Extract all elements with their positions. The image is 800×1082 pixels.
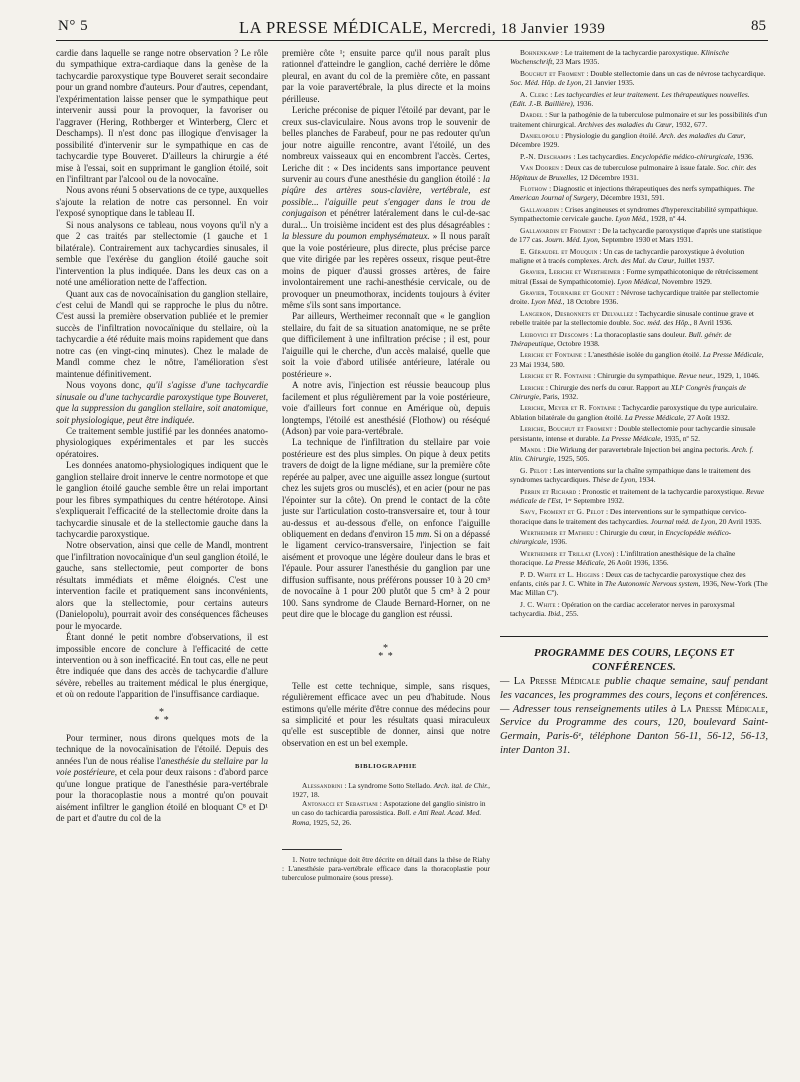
source-title: The Autonomic Nervous system — [604, 579, 699, 589]
entry-text: : La thoracoplastie sans douleur. — [588, 329, 689, 339]
entry-text: , Octobre 1938. — [553, 338, 600, 348]
source-title: Lyon Médical — [617, 276, 659, 286]
author-name: A. Clerc — [520, 89, 549, 99]
author-name: Leriche et Fontaine — [520, 350, 583, 360]
author-name: E. Géraudel et Mouquin — [520, 246, 598, 256]
entry-text: : Pronostic et traitement de la tachycardie paroxystique. — [576, 486, 746, 496]
entry-text: , 1934. — [635, 475, 656, 485]
bibliography-list — [282, 781, 490, 827]
entry-text: : Les tachycardies. — [571, 151, 631, 161]
entry-text: : Deux cas de tuberculose pulmonaire à issue fatale. — [559, 163, 718, 173]
source-title: La Presse Médicale — [545, 558, 604, 568]
italic-text: la piqûre des artères sous-clavière, vertébrale, est possible... l'aiguille peut s'engager dans le trou de conjugaison — [282, 173, 490, 219]
bibliography-entry — [500, 424, 768, 443]
author-name: Bouchut et Froment — [520, 68, 585, 78]
entry-text: , 255. — [561, 609, 579, 619]
author-name: Gallavardin et Froment — [520, 225, 597, 235]
paragraph — [282, 437, 490, 620]
text-column-1 — [56, 48, 268, 1066]
source-title: Arch. ital. de Chir. — [433, 780, 489, 790]
entry-text: , 23 Mai 1934, 580. — [510, 350, 764, 369]
entry-text: , 12 Décembre 1931. — [576, 172, 639, 182]
journal-name: La Presse Médicale — [513, 675, 601, 687]
bibliography-entry — [500, 570, 768, 598]
source-title: Arch. des Mal. du Cœur — [602, 255, 675, 265]
paragraph — [56, 380, 268, 426]
entry-text: : — [548, 89, 555, 99]
paragraph: Par ailleurs, Wertheimer reconnaît que « le ganglion stellaire, du fait de sa situation anatomique, ne se prête que difficilement à une infiltration précise ; il est, pour l'aiguille qui le cherche, d'un accès malaisé, quelle que soit la voie d'abord utilisée antérieure, latérale ou postérieure ». — [282, 311, 490, 379]
bibliography-entry — [500, 600, 768, 619]
source-title: Encyclopédie médico-chirurgicale — [630, 151, 734, 161]
entry-text: : Un cas de tachycardie paroxystique à évolution maligne et à tracés complexes. — [510, 246, 745, 265]
author-name: P. D. White et L. Higgins — [520, 569, 600, 579]
entry-text: : Deux cas de tachycardie paroxystique chez des enfants, cités par J. C. White in — [510, 569, 746, 589]
entry-text: , Paris, 1932. — [539, 391, 579, 401]
entry-text: : Forme sympathicotonique de rétrécissement mitral (Essai de Sympathicotomie). — [510, 267, 759, 286]
entry-text: : Diagnostic et injections thérapeutiques des nerfs sympathiques. — [547, 184, 744, 194]
journal-name: La Presse Médicale — [680, 703, 766, 715]
paragraph: Quant aux cas de novocaïnisation du ganglion stellaire, c'est celui de Mandl qui se rapproche le plus du nôtre. C'est aussi la première observation publiée et le premier succès de l'infiltration novocaïnique du stellaire, où la tachycardie a été réduite mais moins rapidement que dans notre cas (en vingt-cinq minutes). Chez le malade de Mandl comme chez le nôtre, l'amélioration s'est maintenue définitivement. — [56, 288, 268, 379]
paragraph — [56, 733, 268, 825]
entry-text: : La syndrome Sotto Stellado. — [342, 780, 434, 790]
entry-text: , Septembre 1930 et Mars 1931. — [597, 235, 694, 245]
bibliography-entry — [500, 309, 768, 328]
entry-text: , 1928, nº 44. — [646, 214, 687, 224]
entry-text: : L'anesthésie isolée du ganglion étoilé. — [582, 350, 703, 360]
author-name: Leibovici et Descomps — [520, 329, 589, 339]
entry-text: , 20 Avril 1935. — [715, 516, 762, 526]
bibliography-entry — [500, 549, 768, 568]
announcement-body — [500, 675, 768, 758]
bibliography-entry — [500, 528, 768, 547]
entry-text: , 23 Mars 1935. — [552, 57, 600, 67]
running-head — [56, 14, 768, 41]
text-run: et pénétrer latéralement dans le cul-de-sac dural... Un troisième incident est des plus désagréables : — [282, 208, 490, 230]
italic-text: mm — [416, 529, 430, 540]
author-name: Langeron, Desbonnets et Delvallez — [520, 308, 634, 318]
source-title: Arch. des maladies du Cœur — [659, 131, 744, 141]
bibliography-entry — [500, 350, 768, 369]
author-name: Leriche — [520, 382, 544, 392]
source-title: Journal méd. de Lyon — [650, 516, 716, 526]
italic-text: anesthésie du stellaire par la voie postérieure — [56, 755, 268, 778]
paragraph: Notre observation, ainsi que celle de Mandl, montrent que l'infiltration novocaïnique d'un seul ganglion étoilé, le gauche, sans stellectomie, peut comporter de bons résultats immédiats et même éloignés. C'est une intervention facile et pratiquement sans inconvénients, alors que la stellectomie, pour certains auteurs (Danielopolu), pourrait avoir des conséquences fâcheuses pour le myocarde. — [56, 540, 268, 631]
entry-text: , 1925, 505. — [553, 454, 590, 464]
text-run: Nous voyons donc, — [66, 380, 147, 391]
bibliography-entry — [500, 466, 768, 485]
author-name: P.-N. Deschamps — [520, 151, 572, 161]
entry-text: : Névrose tachycardique traitée par stellectomie droite. — [510, 288, 759, 307]
bibliography-entry — [500, 330, 768, 349]
entry-text: , Décembre 1931, 591. — [596, 193, 665, 203]
source-title: The American Journal of Surgery — [510, 184, 755, 203]
entry-text: : Le traitement de la tachycardie paroxystique. — [558, 48, 701, 57]
entry-text: , 21 Janvier 1935. — [581, 78, 635, 88]
author-name: Gravier, Tournaire et Gounet — [520, 288, 616, 298]
source-title: Arch. f. klin. Chirurgie — [510, 445, 754, 464]
source-title: Archives des maladies du Cœur — [577, 119, 672, 129]
entry-text: : Les interventions sur la chaîne sympathique dans le traitement des syndromes tachycardiques. — [510, 465, 751, 485]
author-name: J. C. White — [520, 599, 556, 609]
entry-text: , 1927, 18. — [292, 780, 490, 800]
author-name: Alessandrini — [302, 780, 343, 790]
bibliography-entry — [500, 48, 768, 67]
source-title: Soc. chir. des Hôpitaux de Bruxelles — [510, 163, 757, 182]
issue-number: N° 5 — [58, 18, 89, 34]
paragraph: Ce traitement semble justifié par les données anatomo-physiologiques expérimentales et par les succès opératoires. — [56, 425, 268, 459]
entry-text: : Chirurgie du sympathique. — [591, 371, 679, 381]
asterism: * * * — [378, 642, 394, 662]
entry-text: , 1935, nº 52. — [660, 433, 700, 443]
author-name: Wertheimer et Mathieu — [520, 528, 595, 538]
entry-text: : Double stellectomie dans un cas de névrose tachycardique. — [584, 68, 766, 78]
announcement-rule — [500, 636, 768, 637]
bibliography-entry — [500, 371, 768, 380]
author-name: Dardel — [520, 110, 544, 120]
author-name: Leriche, Meyer et R. Fontaine — [520, 403, 617, 413]
bibliography-entry — [500, 226, 768, 245]
entry-text: : Double stellectomie pour tachycardie sinusale persistante, intense et durable. — [510, 424, 756, 443]
source-title: Les tachycardies et leur traitement. Les thérapeutiques nouvelles. (Edit. J.-B. Baillière) — [510, 89, 750, 108]
entry-text: , 1932, 677. — [671, 119, 708, 129]
italic-text: la blessure du poumon emphysémateux. — [282, 231, 430, 242]
paragraph: Les données anatomo-physiologiques indiquent que le ganglion stellaire droit innerve le centre normotope et que le ganglion étoilé gauche semble être un relai important pour les fibres sympathiques du centre hétérotope. Ainsi s'expliquerait l'efficacité de la stellectomie droite dans la tachycardie sinusale et de la stellectomie gauche dans la tachycardie paroxystique. — [56, 460, 268, 540]
entry-text: , 1ᵉʳ Septembre 1932. — [560, 495, 624, 505]
journal-title-line — [239, 18, 605, 38]
entry-text: : Opération on the cardiac accelerator nerves in paroxysmal tachycardia. — [510, 599, 735, 619]
entry-text: : Crises angineuses et syndromes d'hyperexcitabilité sympathique. Sympathectomie cervicale gauche. — [510, 204, 758, 224]
bibliography-entry — [500, 403, 768, 422]
page-number: 85 — [751, 18, 766, 34]
author-name: Gravier, Leriche et Wertheimer — [520, 267, 621, 277]
bibliography-entry — [282, 781, 490, 799]
bibliography-entry — [500, 445, 768, 464]
entry-text: : Die Wirkung der paravertebrale Injection bei angina pectoris. — [541, 445, 732, 455]
paragraph: Nous avons réuni 5 observations de ce type, auxquelles s'ajoute la relation de notre cas personnel. En voir l'exposé synoptique dans le tableau II. — [56, 185, 268, 219]
asterism: * * * — [154, 706, 170, 726]
bibliography-entry — [282, 799, 490, 827]
bibliography-entry — [500, 69, 768, 88]
text-run: — — [500, 675, 514, 687]
entry-text: , Décembre 1929. — [510, 131, 746, 150]
bibliography-list-continued — [500, 48, 768, 618]
text-run: , Service du Programme des cours, 120, boulevard Saint-Germain, Paris-6ᵉ, téléphone Danton 56-11, 56-12, 56-13, inter Danton 31. — [500, 703, 768, 756]
bibliography-entry — [500, 110, 768, 129]
footnote-rule — [282, 849, 342, 850]
source-title: Lyon Méd. — [531, 297, 563, 307]
bibliography-entry — [500, 267, 768, 286]
author-name: Flothow — [520, 184, 548, 194]
source-title: XLIᵉ Congrès français de Chirurgie — [510, 382, 746, 401]
entry-text: , 1925, 52, 26. — [309, 817, 352, 827]
source-title: Boll. e Atti Real. Acad. Med. Roma — [292, 808, 482, 827]
source-title: Klinische Wochenschrift — [510, 48, 729, 67]
source-title: Journ. Méd. Lyon — [545, 235, 598, 245]
author-name: Wertheimer et Trillat (Lyon) — [520, 548, 615, 558]
source-title: Soc. Méd. Hôp. de Lyon — [510, 78, 582, 88]
text-run: La technique de l'infiltration du stellaire par voie postérieure est des plus simples. On pique à deux petits travers de doigt de la ligne médiane, sur la première côte repérée au palper, avec une aiguille assez longue (surtout chez les sujets gros ou musclés), et en acier (pour ne pas l'épointer sur la côte). On prend le contact de la côte juste sur l'articulation costo-transversaire et, tour à tour au-dessus et au-dessous d'elle, on enfonce l'aiguille obliquement en dedans d'environ 15 — [282, 437, 490, 540]
author-name: Gallavardin — [520, 204, 560, 214]
bibliography-entry — [500, 507, 768, 526]
source-title: Revue médicale de l'Est — [510, 486, 765, 505]
source-title: Bull. génér. de Thérapeutique — [510, 329, 732, 348]
author-name: Mandl — [520, 445, 542, 455]
entry-text: : Tachycardie sinusale continue grave et rebelle traitée par la stellectomie double. — [510, 308, 754, 328]
paragraph: Telle est cette technique, simple, sans risques, régulièrement efficace avec un peu d'habitude. Nous estimons qu'elle mérite d'être connue des médecins pour sa simplicité et pour les résultats quasi miraculeux qu'elle est susceptible de donner, ainsi que notre observation en est un bel exemple. — [282, 680, 490, 748]
source-title: La Presse Médicale — [702, 350, 762, 360]
entry-text: : Sur la pathogénie de la tuberculose pulmonaire et sur les possibilités d'un traitement chirurgical. — [510, 110, 768, 129]
entry-text: , 27 Août 1932. — [683, 412, 730, 422]
entry-text: , 1936. — [572, 98, 594, 108]
author-name: Van Dooren — [520, 163, 560, 173]
entry-text: , 8 Avril 1936. — [689, 318, 733, 328]
entry-text: , 18 Octobre 1936. — [562, 297, 619, 307]
bibliography-entry — [500, 383, 768, 402]
bibliography-entry — [500, 205, 768, 224]
entry-text: , Juillet 1937. — [674, 255, 715, 265]
author-name: Danielopolu — [520, 131, 560, 141]
bibliography-entry — [500, 184, 768, 203]
author-name: Savy, Froment et G. Pelot — [520, 507, 605, 517]
entry-text: : Aspotazione del ganglio sinistro in un caso do tachicardia parossistica. — [292, 799, 486, 818]
bibliography-entry — [500, 487, 768, 506]
paragraph: Étant donné le petit nombre d'observations, il est impossible encore de conclure à l'efficacité de cette intervention ou à son inefficacité. En tout cas, elle ne peut être indiquée que dans des accès de tachycardie d'allure sévère, rebelles au traitement médical le plus énergique, et où on redoute l'apparition de l'insuffisance cardiaque. — [56, 632, 268, 700]
bibliography-entry — [500, 131, 768, 150]
bibliography-entry — [500, 288, 768, 307]
source-title: Ibid. — [548, 609, 562, 619]
entry-text: : Physiologie du ganglion étoilé. — [559, 131, 660, 141]
entry-text: : Des interventions sur le sympathique cervico-thoracique dans le traitement des tachycardies. — [510, 507, 747, 526]
text-run: Leriche préconise de piquer l'étoilé par devant, par le creux sus-claviculaire. Nous avons trop le souvenir de belles planches de Farabeuf, pour ne pas redouter qu'un jour notre aiguille rencontre, avant l'étoilé, un des nombreux vaisseaux qui en encombrent l'accès. Certes, Leriche dit : « Des incidents sans importance peuvent survenir au cours d'une anesthésie du ganglion étoilé : — [282, 105, 490, 184]
source-title: Revue neur. — [678, 371, 714, 381]
bibliography-entry — [500, 163, 768, 182]
author-name: Antonacci et Sebastiani — [302, 799, 378, 809]
issue-date: Mercredi, 18 Janvier 1939 — [432, 21, 606, 37]
entry-text: : L'infiltration anesthésique de la chaîne thoracique. — [510, 548, 736, 568]
source-title: Lyon Méd. — [615, 214, 647, 224]
text-run: . Si on a dépassé le ligament cervico-transversaire, l'injection se fait aisément et provoque une légère douleur dans le bras et l'épaule. Pour assurer l'anesthésie du ganglion par une diffusion suffisante, nous préférons pousser 10 à 20 cm³ de novocaïne à 1 pour 200 plutôt que 5 cm³ à 2 pour 100. Sans syndrome de Claude Bernard-Horner, on ne peut dire que le blocage du ganglion est réussi. — [282, 529, 490, 620]
author-name: Leriche, Bouchut et Froment — [520, 424, 613, 434]
text-run: publie chaque semaine, sauf pendant les vacances, les programmes des cours, leçons et conférences. — Adresser tous renseignements utiles à — [500, 675, 768, 715]
text-column-3 — [500, 48, 768, 1066]
author-name: Bohnenkamp — [520, 48, 559, 57]
author-name: Perrin et Richard — [520, 486, 577, 496]
paragraph: A notre avis, l'injection est réussie beaucoup plus facilement et plus régulièrement par la voie postérieure, voie d'ailleurs fort connue en Amérique où, depuis longtemps, l'étoilé est anesthésié (Flothow) ou réséqué (Adson) par voie para-vertébrale. — [282, 380, 490, 436]
bibliography-entry — [500, 247, 768, 266]
announcement-box — [500, 647, 768, 757]
bibliography-entry — [500, 90, 768, 109]
journal-title: LA PRESSE MÉDICALE, — [239, 18, 428, 37]
entry-text: : Tachycardie paroxystique du type auriculaire. Ablation bilatérale du ganglion étoilé. — [510, 403, 758, 422]
author-name: G. Pelot — [520, 465, 548, 475]
entry-text: , 1936. — [733, 151, 754, 161]
entry-text: , 26 Août 1936, 1356. — [603, 558, 669, 568]
source-title: Thèse de Lyon — [592, 475, 636, 485]
bibliography-entry — [500, 152, 768, 161]
source-title: Encyclopédie médico-chirurgicale — [510, 528, 732, 547]
source-title: La Presse Médicale — [601, 433, 661, 443]
entry-text: : Chirurgie des nerfs du cœur. Rapport au — [544, 382, 671, 392]
entry-text: , 1936, New-York (The Mac Millan Cº). — [510, 579, 768, 598]
text-column-2 — [282, 48, 490, 1066]
text-run: Pour terminer, nous dirons quelques mots de la technique de la novocaïnisation de l'étoilé. Depuis des années l'un de nous réalise l' — [56, 732, 268, 766]
source-title: La Presse Médicale — [624, 412, 684, 422]
paragraph: première côte ¹; ensuite parce qu'il nous paraît plus rationnel d'atteindre le ganglion, caché derrière le dôme pleural, en avant du col de la première côte, en passant par la voie paravertébrale, la plus directe et la moins périlleuse. — [282, 48, 490, 104]
paragraph — [282, 105, 490, 311]
footnote: 1. Notre technique doit être décrite en détail dans la thèse de Riahy : L'anesthésie para-vertébrale efficace dans la thoracoplastie pour tuberculose pulmonaire (sous presse). — [282, 854, 490, 883]
entry-text: , 1936. — [546, 537, 567, 547]
entry-text: , Novembre 1929. — [658, 276, 712, 286]
entry-text: , 1929, 1, 1046. — [713, 371, 760, 381]
bibliography-heading: BIBLIOGRAPHIE — [354, 763, 418, 771]
italic-text: qu'il s'agisse d'une tachycardie sinusale ou d'une tachycardie paroxystique type Bouveret, que la suppression du ganglion stellaire, soit anatomique, soit physiologique, peut être indiquée. — [56, 380, 268, 425]
source-title: Soc. méd. des Hôp. — [632, 318, 690, 328]
entry-text: : De la tachycardie paroxystique d'après une statistique de 177 cas. — [510, 225, 762, 245]
author-name: Leriche et R. Fontaine — [520, 371, 592, 381]
text-run: , et cela pour deux raisons : d'abord parce qu'une longue pratique de l'anesthésie para-vertébrale pour la thoracoplastie nous a montré qu'on pouvait aisément infiltrer le ganglion étoilé en bloquant C⁸ et D¹ de part et d'autre du col de la — [56, 767, 268, 823]
paragraph: Si nous analysons ce tableau, nous voyons qu'il n'y a que 2 cas traités par stellectomie (1 gauche et 1 bilatérale). Contrairement aux tachycardies sinusales, il semble que l'exérèse du ganglion étoilé gauche soit l'intervention la plus indiquée. Dans les deux cas on a noté une amélioration nette de l'affection. — [56, 219, 268, 288]
paragraph: cardie dans laquelle se range notre observation ? Le rôle du sympathique extra-cardiaque dans la genèse de la tachycardie paroxystique type Bouveret serait secondaire pour un grand nombre d'auteurs. Pour d'autres, cependant, l'expérimentation laisse penser que le sympathique peut intervenir aussi pour la provoquer, la favoriser ou l'aggraver (Hering, Rothberger et Winterberg, Clerc et Deschamps). Il n'est donc pas illogique d'envisager la possibilité d'intervenir sur le sympathique en cas de tachycardie type Bouveret. D'ailleurs la chirurgie a été mise à l'essai, soit en supprimant le ganglion étoilé, soit en l'infiltrant par l'alcool ou de la novocaïne. — [56, 48, 268, 184]
entry-text: : Chirurgie du cœur, in — [594, 528, 666, 538]
text-run: » Il nous paraît que la voie postérieure, plus directe, plus précise parce que vite dirigée par les repères osseux, risque peut-être moins de piquer d'aussi grosses artères, de faire involontairement une rachi-anesthésie cervicale, ou de provoquer un pneumothorax, incidents toujours à éviter même s'ils sont sans importance. — [282, 231, 490, 310]
announcement-title: PROGRAMME DES COURS, LEÇONS ET CONFÉRENCES. — [533, 647, 735, 674]
